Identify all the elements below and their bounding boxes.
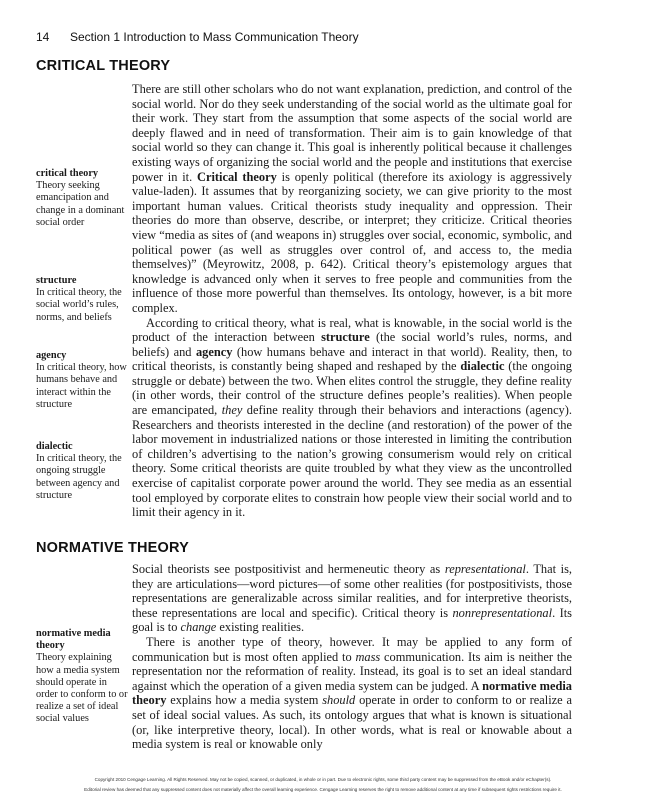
- margin-definition: Theory seeking emancipation and change in a dominant social order: [36, 180, 125, 228]
- margin-definition: In critical theory, the social world’s rules, norms, and beliefs: [36, 287, 122, 323]
- margin-definition: In critical theory, how humans behave and interact within the structure: [36, 362, 127, 410]
- margin-definition-normative-media-theory: [36, 628, 128, 726]
- paragraph: There are still other scholars who do not want explanation, prediction, and control of the social world. Nor do they seek understanding of the social world as the ultimate goal for their work. They start from the assumption that some aspects of the social world are deeply flawed and in need of transformation. Their aim is to gain knowledge of that social world so they can change it. This goal is inherently political because it challenges existing ways of organizing the social world and the people and institutions that exercise power in it. Critical theory is openly political (therefore its axiology is aggressively value-laden). It assumes that by reorganizing society, we can give priority to the most important human values. Critical theorists study inequality and oppression. Their theories do more than observe, describe, or interpret; they criticize. Critical theories view “media as sites of (and weapons in) struggles over social, economic, symbolic, and political power (as well as struggles over control of, and access to, the media themselves)” (Meyrowitz, 2008, p. 642). Critical theory’s epistemology argues that knowledge is advanced only when it serves to free people and communities from the influence of those more powerful than themselves. Its ontology, however, is a bit more complex.: [132, 82, 572, 315]
- margin-definition: In critical theory, the ongoing struggle between agency and structure: [36, 453, 122, 501]
- paragraph: There is another type of theory, however. It may be applied to any form of communication but is most often applied to mass communication. Its aim is neither the representation nor the reformation of reality. Instead, its goal is to set an ideal standard against which the operation of a given media system can be judged. A normative media theory explains how a media system should operate in order to conform to or realize a set of ideal social values. As such, its ontology argues that what is known is situational (or, like interpretive theory, local). In other words, what is real or knowable about a media system is real or knowable only: [132, 634, 572, 752]
- margin-definition-structure: [36, 275, 128, 324]
- margin-definition-dialectic: [36, 441, 128, 502]
- normative-theory-body: [132, 562, 572, 752]
- margin-term: structure: [36, 275, 77, 286]
- margin-definition: Theory explaining how a media system should operate in order to conform to or realize a set of ideal social values: [36, 652, 128, 725]
- editorial-notice: Editorial review has deemed that any suppressed content does not materially affect the overall learning experience. Cengage Learning reserves the right to remove additional content at any time if subsequent rights restrictions require it.: [84, 787, 562, 792]
- section-heading-critical-theory: CRITICAL THEORY: [36, 58, 171, 74]
- running-header: [36, 30, 359, 44]
- key-term: agency: [195, 344, 233, 359]
- section-heading-normative-theory: NORMATIVE THEORY: [36, 540, 190, 556]
- page-number: 14: [36, 30, 50, 44]
- margin-term: agency: [36, 350, 67, 361]
- key-term: Critical theory: [197, 169, 277, 184]
- margin-definition-agency: [36, 350, 128, 411]
- key-term: normative media theory: [132, 678, 572, 708]
- margin-definition-critical-theory: [36, 168, 128, 229]
- key-term: dialectic: [460, 359, 505, 374]
- margin-term: normative media theory: [36, 628, 111, 652]
- margin-term: critical theory: [36, 168, 99, 179]
- paragraph: Social theorists see postpositivist and hermeneutic theory as representational. That is, they are articulations—word pictures—of some other realities (for postpositivists, those representations are generalizable across similar realities, and for interpretive theorists, these representations are local and specific). Critical theory is nonrepresentational. Its goal is to change existing realities.: [132, 562, 573, 635]
- critical-theory-body: [132, 82, 572, 520]
- copyright-notice: Copyright 2010 Cengage Learning. All Rights Reserved. May not be copied, scanned, or duplicated, in whole or in part. Due to electronic rights, some third party content may be suppressed from the eBook and/or eChapter(s).: [94, 777, 552, 782]
- key-term: structure: [321, 330, 370, 345]
- margin-term: dialectic: [36, 441, 73, 452]
- paragraph: According to critical theory, what is real, what is knowable, in the social world is the product of the interaction between structure (the social world’s rules, norms, and beliefs) and agency (how humans behave and interact in that world). Reality, then, to critical theorists, is constantly being shaped and reshaped by the dialectic (the ongoing struggle or debate) between the two. When elites control the struggle, they define reality (in other words, their control of the structure defines people’s realities). When people are emancipated, they define reality through their behaviors and interactions (agency). Researchers and theorists interested in the decline (and restoration) of the power of the labor movement in industrialized nations or those interested in limiting the contribution of children’s advertising to the nation’s growing consumerism would rely on critical theory. Some critical theorists are quite troubled by what they view as the uncontrolled exercise of capitalist corporate power around the world. They see media as an essential tool employed by corporate elites to constrain how people view their social world and to limit their agency in it.: [132, 315, 573, 520]
- running-title: Section 1 Introduction to Mass Communication Theory: [70, 30, 359, 44]
